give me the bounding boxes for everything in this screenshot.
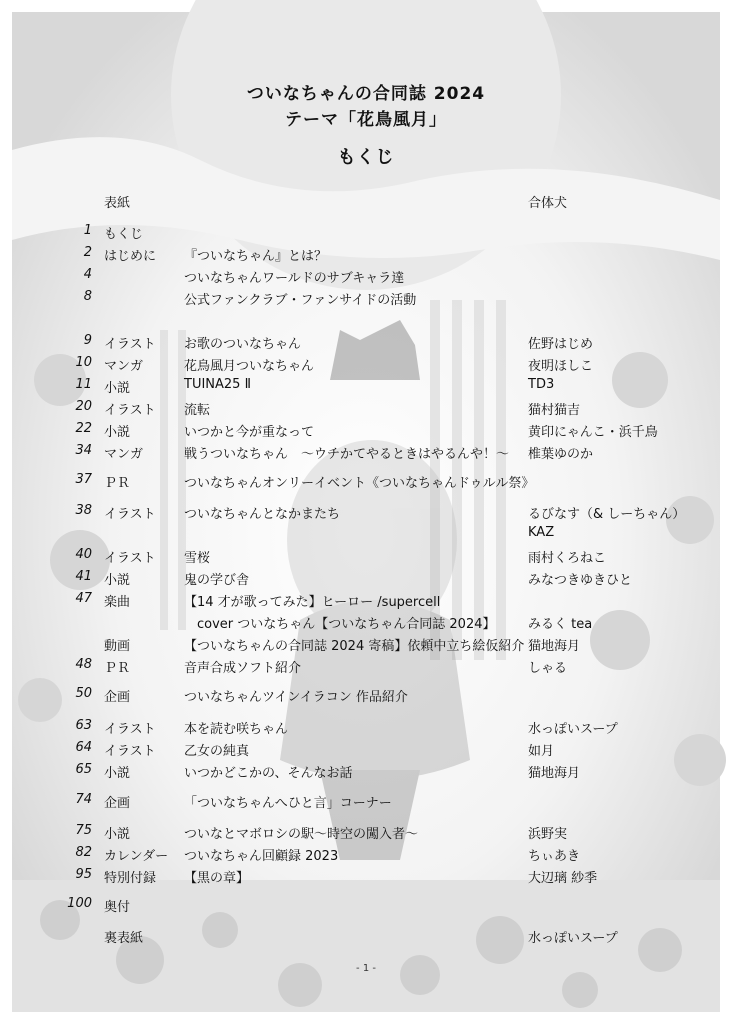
toc-page-number: 82: [75, 845, 92, 860]
toc-page-number: 9: [83, 333, 92, 348]
toc-category: もくじ: [104, 227, 144, 242]
toc-category: 企画: [104, 690, 131, 705]
toc-title: ついなとマボロシの駅～時空の闖入者～: [184, 827, 419, 842]
toc-author: しゃる: [528, 661, 568, 676]
toc-category: マンガ: [104, 359, 144, 374]
toc-page-number: 4: [83, 267, 92, 282]
toc-title: 鬼の学び舎: [184, 573, 250, 588]
toc-title: 【ついなちゃんの合同誌 2024 寄稿】依頼中立ち絵仮紹介: [184, 639, 525, 654]
toc-title: ついなちゃん回顧録 2023: [184, 849, 339, 864]
toc-page-number: 75: [75, 823, 92, 838]
toc-title: いつかと今が重なって: [184, 425, 315, 440]
toc-category: はじめに: [104, 249, 157, 264]
toc-row: [0, 443, 732, 463]
toc-category: イラスト: [104, 744, 156, 759]
toc-row: [0, 289, 732, 309]
toc-page-number: 38: [75, 503, 92, 518]
toc-page-number: 95: [75, 867, 92, 882]
toc-row: [0, 192, 732, 212]
toc-row: [0, 762, 732, 782]
toc-row: [0, 686, 732, 706]
toc-title: 雪桜: [184, 551, 211, 566]
toc-category: イラスト: [104, 507, 156, 522]
toc-page-number: 40: [75, 547, 92, 562]
toc-row: [0, 867, 732, 887]
toc-author: ちぃあき: [528, 849, 581, 864]
toc-category: 特別付録: [104, 871, 157, 886]
toc-author: 合体犬: [528, 196, 568, 211]
toc-page-number: 20: [75, 399, 92, 414]
toc-page-number: 37: [75, 472, 92, 487]
toc-category: イラスト: [104, 722, 156, 737]
toc-title: 【14 才が歌ってみた】ヒーロー /supercell: [184, 595, 441, 610]
toc-category: イラスト: [104, 551, 156, 566]
toc-category: ＰＲ: [104, 661, 131, 676]
toc-page-number: 65: [75, 762, 92, 777]
toc-category: ＰＲ: [104, 476, 131, 491]
toc-category: 小説: [104, 827, 131, 842]
toc-title: いつかどこかの、そんなお話: [184, 766, 353, 781]
toc-author: 椎葉ゆのか: [528, 447, 594, 462]
toc-row: [0, 267, 732, 287]
toc-category: 楽曲: [104, 595, 131, 610]
toc-row: [0, 740, 732, 760]
toc-category: 小説: [104, 573, 131, 588]
toc-author: 水っぽいスープ: [528, 722, 618, 737]
toc-page-number: 64: [75, 740, 92, 755]
toc-author: 猫地海月: [528, 766, 581, 781]
toc-page-number: 100: [67, 896, 92, 911]
toc-author: みなつきゆきひと: [528, 573, 633, 588]
toc-category: 表紙: [104, 196, 131, 211]
toc-author: 夜明ほしこ: [528, 359, 594, 374]
toc-category: イラスト: [104, 403, 156, 418]
toc-row: [0, 657, 732, 677]
toc-category: 小説: [104, 381, 131, 396]
toc-page-number: 48: [75, 657, 92, 672]
toc-title: ついなちゃんツインイラコン 作品紹介: [184, 690, 408, 705]
toc-row: [0, 823, 732, 843]
toc-author: るびなす（& しーちゃん）: [528, 507, 686, 522]
toc-title: 花鳥風月ついなちゃん: [184, 359, 315, 374]
toc-title: ついなちゃんオンリーイベント《ついなちゃんドゥルル祭》: [184, 476, 535, 491]
theme-title: テーマ「花鳥風月」: [285, 110, 447, 130]
toc-row: [0, 421, 732, 441]
page-number: - 1 -: [356, 963, 376, 974]
toc-page-number: 41: [75, 569, 92, 584]
toc-author: 浜野実: [528, 827, 568, 842]
toc-row: [0, 547, 732, 567]
toc-page-number: 10: [75, 355, 92, 370]
toc-page-number: 8: [83, 289, 92, 304]
toc-row: [0, 927, 732, 947]
toc-row: [0, 355, 732, 375]
toc-row: [0, 525, 732, 545]
toc-row: [0, 399, 732, 419]
toc-title: ついなちゃんとなかまたち: [184, 507, 341, 522]
toc-author: 黄印にゃんこ・浜千鳥: [528, 425, 658, 440]
toc-author: 佐野はじめ: [528, 337, 594, 352]
toc-author: KAZ: [528, 525, 555, 540]
toc-title: 音声合成ソフト紹介: [184, 661, 302, 676]
toc-row: [0, 377, 732, 397]
toc-heading: もくじ: [337, 147, 395, 168]
toc-author: TD3: [528, 377, 555, 392]
toc-author: 如月: [528, 744, 555, 759]
toc-title: 【黒の章】: [184, 871, 250, 886]
toc-row: [0, 245, 732, 265]
toc-page-number: 34: [75, 443, 92, 458]
toc-row: [0, 591, 732, 611]
magazine-title: ついなちゃんの合同誌 2024: [246, 84, 486, 104]
toc-row: [0, 472, 732, 492]
toc-author: 猫地海月: [528, 639, 581, 654]
toc-title: 流転: [184, 403, 211, 418]
toc-page-number: 1: [83, 223, 92, 238]
toc-row: [0, 792, 732, 812]
toc-row: [0, 718, 732, 738]
toc-category: 奥付: [104, 900, 131, 915]
toc-category: 小説: [104, 766, 131, 781]
toc-page-number: 50: [75, 686, 92, 701]
toc-author: 猫村猫吉: [528, 403, 581, 418]
toc-category: マンガ: [104, 447, 144, 462]
toc-author: 雨村くろねこ: [528, 551, 607, 566]
toc-page-number: 22: [75, 421, 92, 436]
toc-row: [0, 845, 732, 865]
toc-title: 「ついなちゃんへひと言」コーナー: [184, 796, 392, 811]
toc-title: お歌のついなちゃん: [184, 337, 302, 352]
toc-row: [0, 333, 732, 353]
toc-author: みるく tea: [528, 617, 593, 632]
toc-category: 企画: [104, 796, 131, 811]
toc-row: [0, 223, 732, 243]
toc-row: [0, 569, 732, 589]
toc-row: [0, 613, 732, 633]
toc-category: イラスト: [104, 337, 156, 352]
toc-title: ついなちゃんワールドのサブキャラ達: [184, 271, 405, 286]
toc-row: [0, 503, 732, 523]
toc-title: 乙女の純真: [184, 744, 250, 759]
toc-category: 小説: [104, 425, 131, 440]
toc-page-number: 63: [75, 718, 92, 733]
toc-row: [0, 635, 732, 655]
toc-title: 戦うついなちゃん ～ウチかてやるときはやるんや！～: [184, 447, 510, 462]
toc-title: 『ついなちゃん』とは？: [184, 249, 328, 264]
toc-title: cover ついなちゃん【ついなちゃん合同誌 2024】: [184, 617, 496, 632]
toc-category: カレンダー: [104, 849, 169, 864]
toc-page-number: 47: [75, 591, 92, 606]
toc-category: 裏表紙: [104, 931, 144, 946]
toc-page-number: 2: [83, 245, 92, 260]
toc-row: [0, 896, 732, 916]
toc-category: 動画: [104, 639, 131, 654]
toc-title: 公式ファンクラブ・ファンサイドの活動: [184, 293, 417, 308]
toc-page-number: 74: [75, 792, 92, 807]
toc-title: 本を読む咲ちゃん: [184, 722, 289, 737]
toc-author: 水っぽいスープ: [528, 931, 618, 946]
toc-author: 大辺璃 紗季: [528, 871, 598, 886]
toc-page-number: 11: [75, 377, 92, 392]
toc-title: TUINA25 Ⅱ: [184, 377, 251, 392]
